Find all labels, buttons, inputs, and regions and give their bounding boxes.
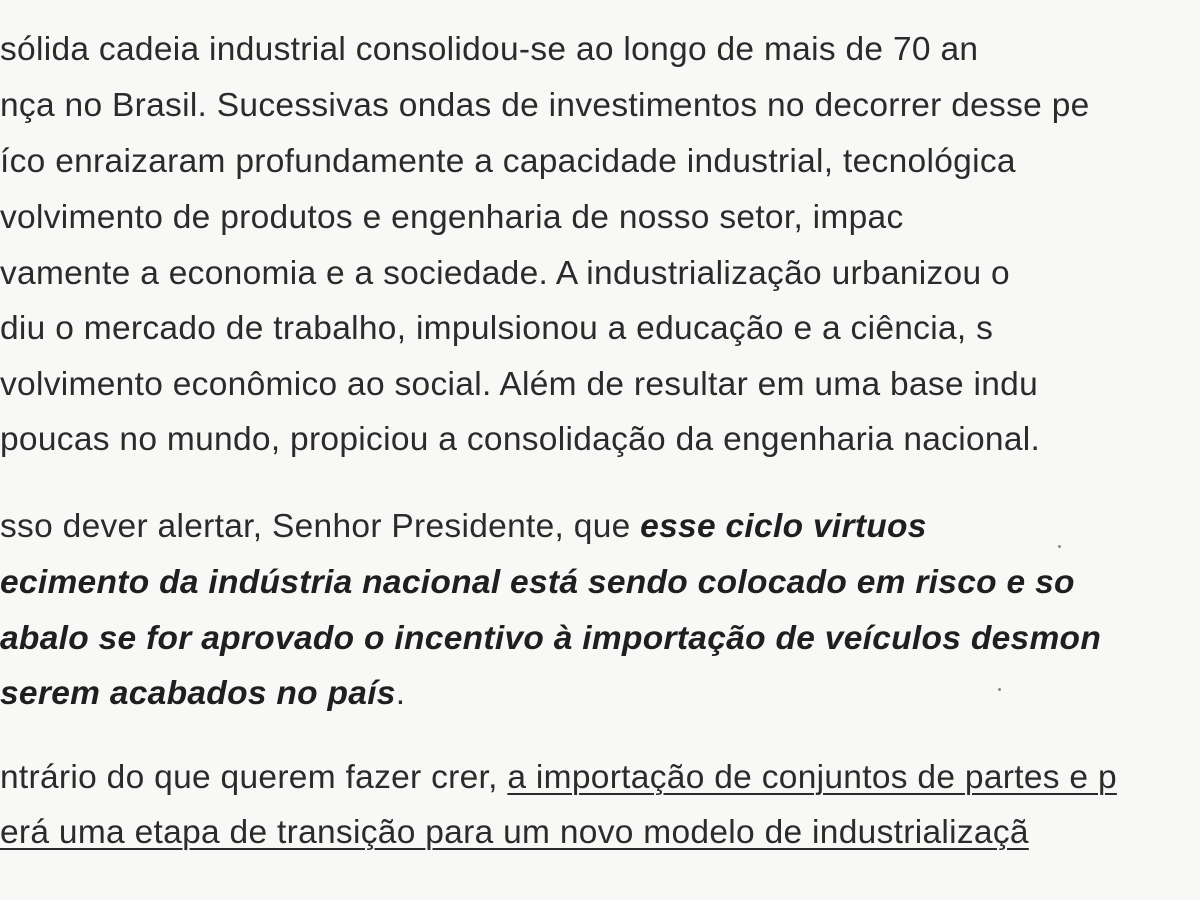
scan-speck xyxy=(1058,545,1061,548)
paragraph1-line-1: sólida cadeia industrial consolidou-se ao longo de mais de 70 an xyxy=(0,31,979,68)
paragraph2-line-2: ecimento da indústria nacional está sendo colocado em risco e so xyxy=(0,564,1075,601)
paragraph2-line-4 xyxy=(0,672,405,716)
paragraph1-line-6: diu o mercado de trabalho, impulsionou a educação e a ciência, s xyxy=(0,310,994,347)
paragraph1-line-5: vamente a economia e a sociedade. A industrialização urbanizou o xyxy=(0,255,1010,292)
paragraph1-line-8: poucas no mundo, propiciou a consolidação da engenharia nacional. xyxy=(0,421,1041,458)
paragraph1-line-4: volvimento de produtos e engenharia de nosso setor, impac xyxy=(0,199,904,236)
paragraph1-line-7: volvimento econômico ao social. Além de resultar em uma base indu xyxy=(0,366,1039,403)
paragraph2-line-3: abalo se for aprovado o incentivo à importação de veículos desmon xyxy=(0,620,1102,657)
paragraph1-line-3: íco enraizaram profundamente a capacidade industrial, tecnológica xyxy=(0,143,1016,180)
paragraph2-line-4-bold: serem acabados no país xyxy=(0,675,396,712)
scan-speck xyxy=(998,688,1001,691)
paragraph3-line-1 xyxy=(0,756,1117,800)
paragraph2-line-1-normal: sso dever alertar, Senhor Presidente, que xyxy=(0,508,641,545)
paragraph2-line-4-tail: . xyxy=(395,675,406,712)
paragraph3-line-1-underlined: a importação de conjuntos de partes e p xyxy=(507,759,1117,796)
paragraph3-line-2: erá uma etapa de transição para um novo modelo de industrializaçã xyxy=(0,814,1029,851)
paragraph2-line-1 xyxy=(0,505,927,549)
paragraph3-line-1-normal: ntrário do que querem fazer crer, xyxy=(0,759,508,796)
paragraph2-line-1-bold: esse ciclo virtuos xyxy=(640,508,927,545)
paragraph1-line-2: nça no Brasil. Sucessivas ondas de investimentos no decorrer desse pe xyxy=(0,87,1090,124)
